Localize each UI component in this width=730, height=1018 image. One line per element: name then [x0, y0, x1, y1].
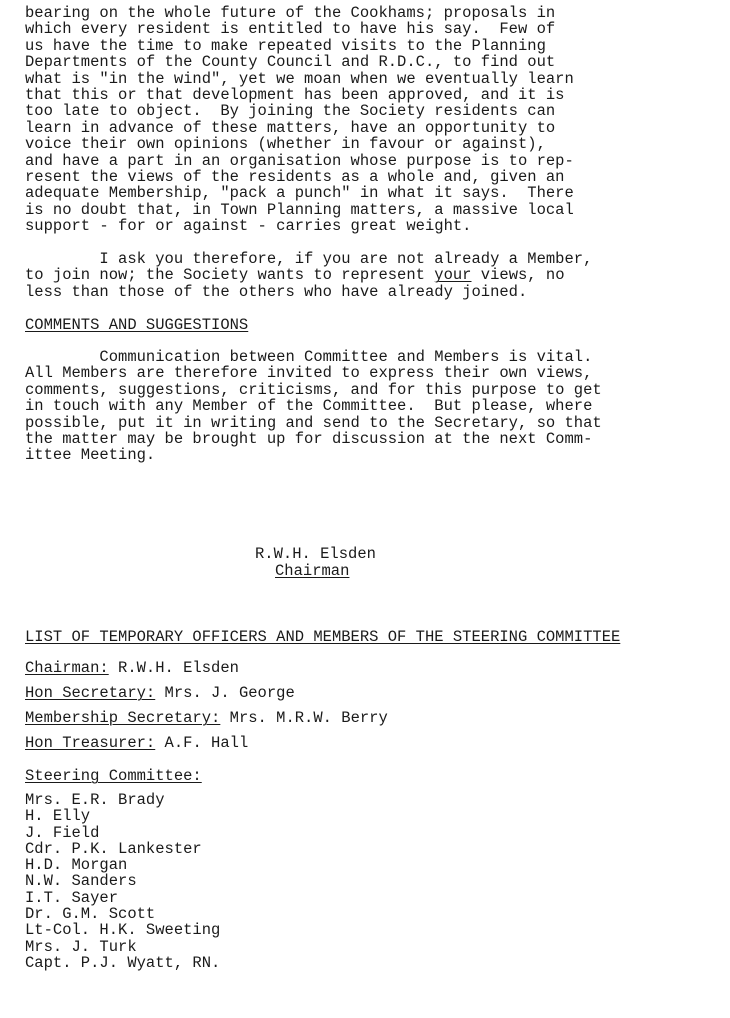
committee-member: Mrs. E.R. Brady: [25, 791, 165, 809]
committee-member: Mrs. J. Turk: [25, 937, 137, 956]
committee-member: I.T. Sayer: [25, 888, 119, 907]
officer-entry-hon-treasurer: [25, 735, 388, 751]
signature-block: [255, 546, 376, 580]
comments-suggestions-heading: COMMENTS AND SUGGESTIONS: [25, 316, 249, 334]
officer-name: Mrs. J. George: [155, 684, 295, 702]
officer-role: Hon Secretary:: [25, 684, 156, 702]
committee-member: Capt. P.J. Wyatt, RN.: [25, 953, 221, 972]
officer-entry-hon-secretary: [25, 685, 388, 701]
officer-entry-chairman: [25, 660, 388, 676]
committee-member: Dr. G.M. Scott: [25, 905, 156, 924]
committee-member: N.W. Sanders: [25, 872, 137, 891]
committee-member: Cdr. P.K. Lankester: [25, 839, 202, 858]
officer-role: Hon Treasurer:: [25, 734, 156, 752]
officers-list: [25, 660, 388, 760]
officer-name: Mrs. M.R.W. Berry: [220, 709, 388, 727]
signatory-title: Chairman: [275, 562, 350, 580]
officers-list-heading: LIST OF TEMPORARY OFFICERS AND MEMBERS OF THE STEERING COMMITTEE: [25, 628, 621, 646]
committee-member: J. Field: [25, 823, 100, 842]
body-paragraph-communication: Communication between Committee and Members is vital. All Members are therefore invited to express their own views, comments, suggestions, criticisms, and for this purpose to get in touch with any Member of the Committee. But please, where possible, put it in writing and send to the Secretary, so that the matter may be brought up for discussion at the next Comm- ittee Meeting.: [25, 348, 602, 465]
appeal-text-end: views, no less than those of the others who have already joined.: [25, 266, 565, 301]
steering-committee-heading: Steering Committee:: [25, 767, 202, 785]
steering-committee-members: [25, 792, 220, 971]
body-paragraph-join-appeal: [25, 251, 592, 300]
underlined-word-your: your: [434, 266, 472, 285]
committee-member: H.D. Morgan: [25, 856, 128, 875]
appeal-text-start: I ask you therefore, if you are not already a Member, to join now; the Society wants to represent: [25, 250, 593, 285]
signatory-name: R.W.H. Elsden: [255, 545, 376, 563]
officer-name: A.F. Hall: [155, 734, 249, 752]
body-paragraph-cookhams-planning: bearing on the whole future of the Cookhams; proposals in which every resident is entitled to have his say. Few of us have the time to make repeated visits to the Planning Departments of the County Council and R.D.C., to find out what is "in the wind", yet we moan when we eventually learn that this or that development has been approved, and it is too late to object. By joining the Society residents can learn in advance of these matters, have an opportunity to voice their own opinions (whether in favour or against), and have a part in an organisation whose purpose is to rep- resent the views of the residents as a whole and, given an adequate Membership, "pack a punch" in what it says. There is no doubt that, in Town Planning matters, a massive local support - for or against - carries great weight.: [25, 4, 574, 236]
committee-member: Lt-Col. H.K. Sweeting: [25, 921, 221, 940]
officer-role: Chairman:: [25, 659, 109, 677]
officer-name: R.W.H. Elsden: [108, 659, 239, 677]
committee-member: H. Elly: [25, 807, 91, 826]
officer-role: Membership Secretary:: [25, 709, 221, 727]
officer-entry-membership-secretary: [25, 710, 388, 726]
